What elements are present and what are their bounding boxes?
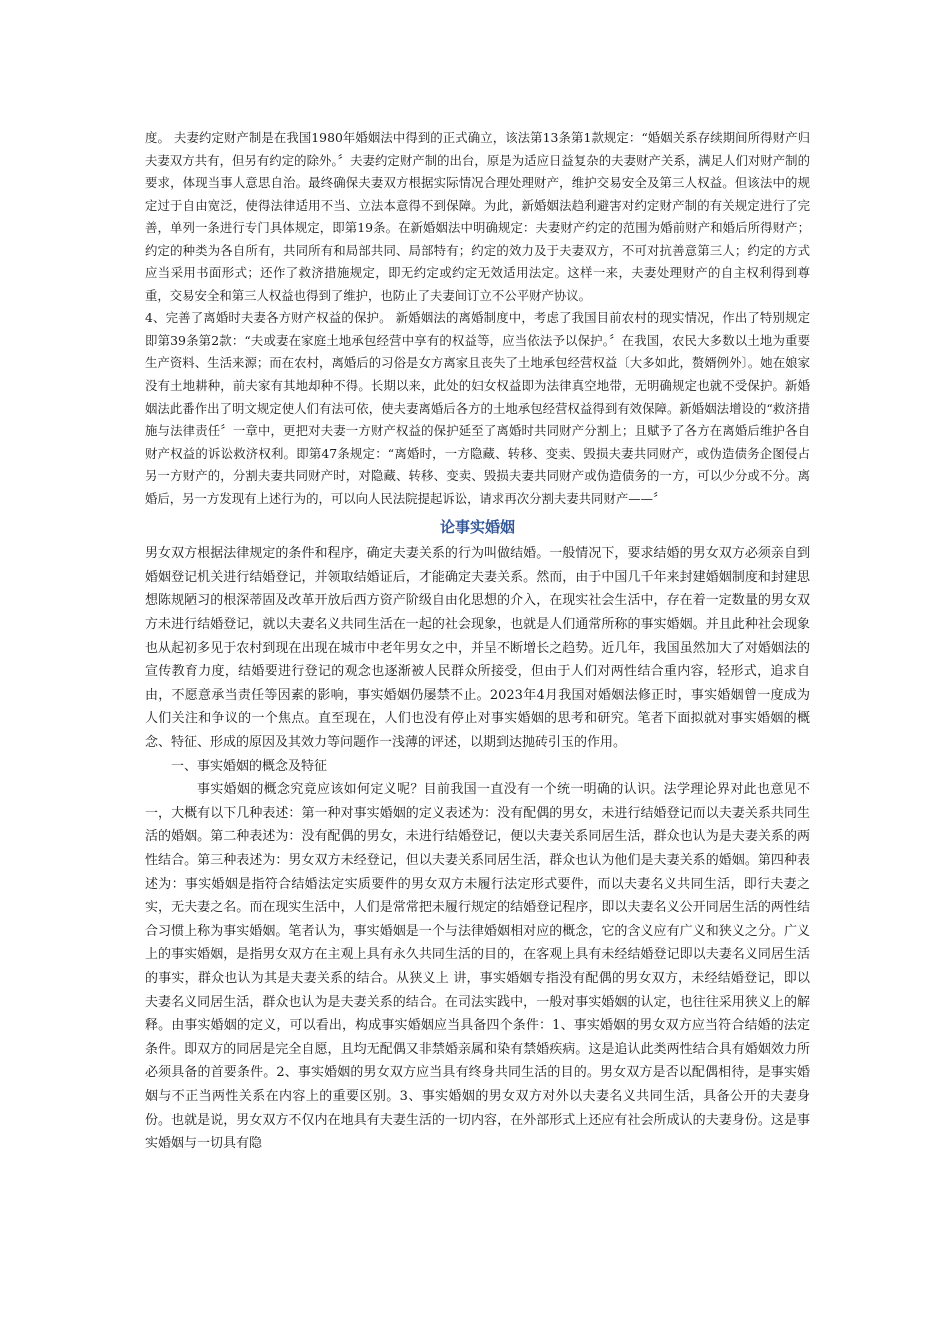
subheading-concept: 一、事实婚姻的概念及特征	[171, 758, 328, 774]
section-de-facto-marriage	[145, 542, 810, 1155]
paragraph-divorce-property-protection: 4、完善了离婚时夫妻各方财产权益的保护。 新婚姻法的离婚制度中，考虑了我国目前农村的现实情况，作出了特别规定即第39条第2款：“夫或妻在家庭土地承包经营中享有的权益等，应当依法予以保护。〞在我国，农民大多数以土地为重要生产资料、生活来源；而在农村，离婚后的习俗是女方离家且丧失了土地承包经营权益〔大多如此，赘婿例外〕。她在娘家没有土地耕种，前夫家有其地却种不得。长期以来，此处的妇女权益即为法律真空地带，无明确规定也就不受保护。新婚姻法此番作出了明文规定使人们有法可依，使夫妻离婚后各方的土地承包经营权益得到有效保障。新婚姻法增设的“救济措施与法律责任〞一章中，更把对夫妻一方财产权益的保护延至了离婚时共同财产分割上；且赋予了各方在离婚后维护各自财产权益的诉讼救济权利。即第47条规定：“离婚时，一方隐藏、转移、变卖、毁损夫妻共同财产，或伪造债务企图侵占另一方财产的，分割夫妻共同财产时，对隐藏、转移、变卖、毁损夫妻共同财产或伪造债务的一方，可以少分或不分。离婚后，另一方发现有上述行为的，可以向人民法院提起诉讼，请求再次分割夫妻共同财产——〞	[145, 310, 810, 506]
section-property-system	[145, 127, 810, 510]
section-title: 论事实婚姻	[439, 518, 515, 537]
paragraph-agreed-property-system: 度。 夫妻约定财产制是在我国1980年婚姻法中得到的正式确立，该法第13条第1款规定：“婚姻关系存续期间所得财产归夫妻双方共有，但另有约定的除外。〞夫妻约定财产制的出台，原是为适应日益复杂的夫妻财产关系，满足人们对财产制的要求，体现当事人意思自治。最终确保夫妻双方根据实际情况合理处理财产，维护交易安全及第三人权益。但该法中的规定过于自由宽泛，使得法律适用不当、立法本意得不到保障。为此，新婚姻法趋利避害对约定财产制的有关规定进行了完善，单列一条进行专门具体规定，即第19条。在新婚姻法中明确规定：夫妻财产约定的范围为婚前财产和婚后所得财产；约定的种类为各自所有，共同所有和局部共同、局部特有；约定的效力及于夫妻双方，不可对抗善意第三人；约定的方式应当采用书面形式；还作了救济措施规定，即无约定或约定无效适用法定。这样一来，夫妻处理财产的自主权利得到尊重，交易安全和第三人权益也得到了维护，也防止了夫妻间订立不公平财产协议。	[145, 130, 810, 303]
document-page	[145, 127, 810, 1156]
paragraph-definition: 事实婚姻的概念究竟应该如何定义呢？目前我国一直没有一个统一明确的认识。法学理论界对此也意见不一，大概有以下几种表述：第一种对事实婚姻的定义表述为：没有配偶的男女，未进行结婚登记而以夫妻关系共同生活的婚姻。第二种表述为：没有配偶的男女，未进行结婚登记，便以夫妻关系同居生活，群众也认为是夫妻关系的两性结合。第三种表述为：男女双方未经登记，但以夫妻关系同居生活，群众也认为他们是夫妻关系的婚姻。第四种表述为：事实婚姻是指符合结婚法定实质要件的男女双方未履行法定形式要件，而以夫妻名义共同生活，即行夫妻之实，无夫妻之名。而在现实生活中，人们是常常把未履行规定的结婚登记程序，即以夫妻名义公开同居生活的两性结合习惯上称为事实婚姻。笔者认为，事实婚姻是一个与法律婚姻相对应的概念，它的含义应有广义和狭义之分。广义上的事实婚姻，是指男女双方在主观上具有永久共同生活的目的，在客观上具有未经结婚登记即以夫妻名义同居生活的事实，群众也认为其是夫妻关系的结合。从狭义上 讲，事实婚姻专指没有配偶的男女双方，未经结婚登记，即以夫妻名义同居生活，群众也认为是夫妻关系的结合。在司法实践中，一般对事实婚姻的认定，也往往采用狭义上的解释。由事实婚姻的定义，可以看出，构成事实婚姻应当具备四个条件：1、事实婚姻的男女双方应当符合结婚的法定条件。即双方的同居是完全自愿，且均无配偶又非禁婚亲属和染有禁婚疾病。这是追认此类两性结合具有婚姻效力所必须具备的首要条件。2、事实婚姻的男女双方应当具有终身共同生活的目的。男女双方是否以配偶相待，是事实婚姻与不正当两性关系在内容上的重要区别。3、事实婚姻的男女双方对外以夫妻名义共同生活，具备公开的夫妻身份。也就是说，男女双方不仅内在地具有夫妻生活的一切内容，在外部形式上还应有社会所成认的夫妻身份。这是事实婚姻与一切具有隐	[145, 782, 810, 1152]
paragraph-intro: 男女双方根据法律规定的条件和程序，确定夫妻关系的行为叫做结婚。一般情况下，要求结婚的男女双方必须亲自到婚姻登记机关进行结婚登记，并领取结婚证后，才能确定夫妻关系。然而，由于中国几千年来封建婚姻制度和封建思想陈规陋习的根深蒂固及改革开放后西方资产阶级自由化思想的介入，在现实社会生活中，存在着一定数量的男女双方未进行结婚登记，就以夫妻名义共同生活在一起的社会现象，也就是人们通常所称的事实婚姻。并且此种社会现象也从起初多见于农村到现在出现在城市中老年男女之中，并呈不断增长之趋势。近几年，我国虽然加大了对婚姻法的宣传教育力度，结婚要进行登记的观念也逐渐被人民群众所接受，但由于人们对两性结合重内容，轻形式，追求自由，不愿意承当责任等因素的影响，事实婚姻仍屡禁不止。2023年4月我国对婚姻法修正时，事实婚姻曾一度成为人们关注和争议的一个焦点。直至现在，人们也没有停止对事实婚姻的思考和研究。笔者下面拟就对事实婚姻的概念、特征、形成的原因及其效力等问题作一浅薄的评述，以期到达抛砖引玉的作用。	[145, 546, 810, 751]
